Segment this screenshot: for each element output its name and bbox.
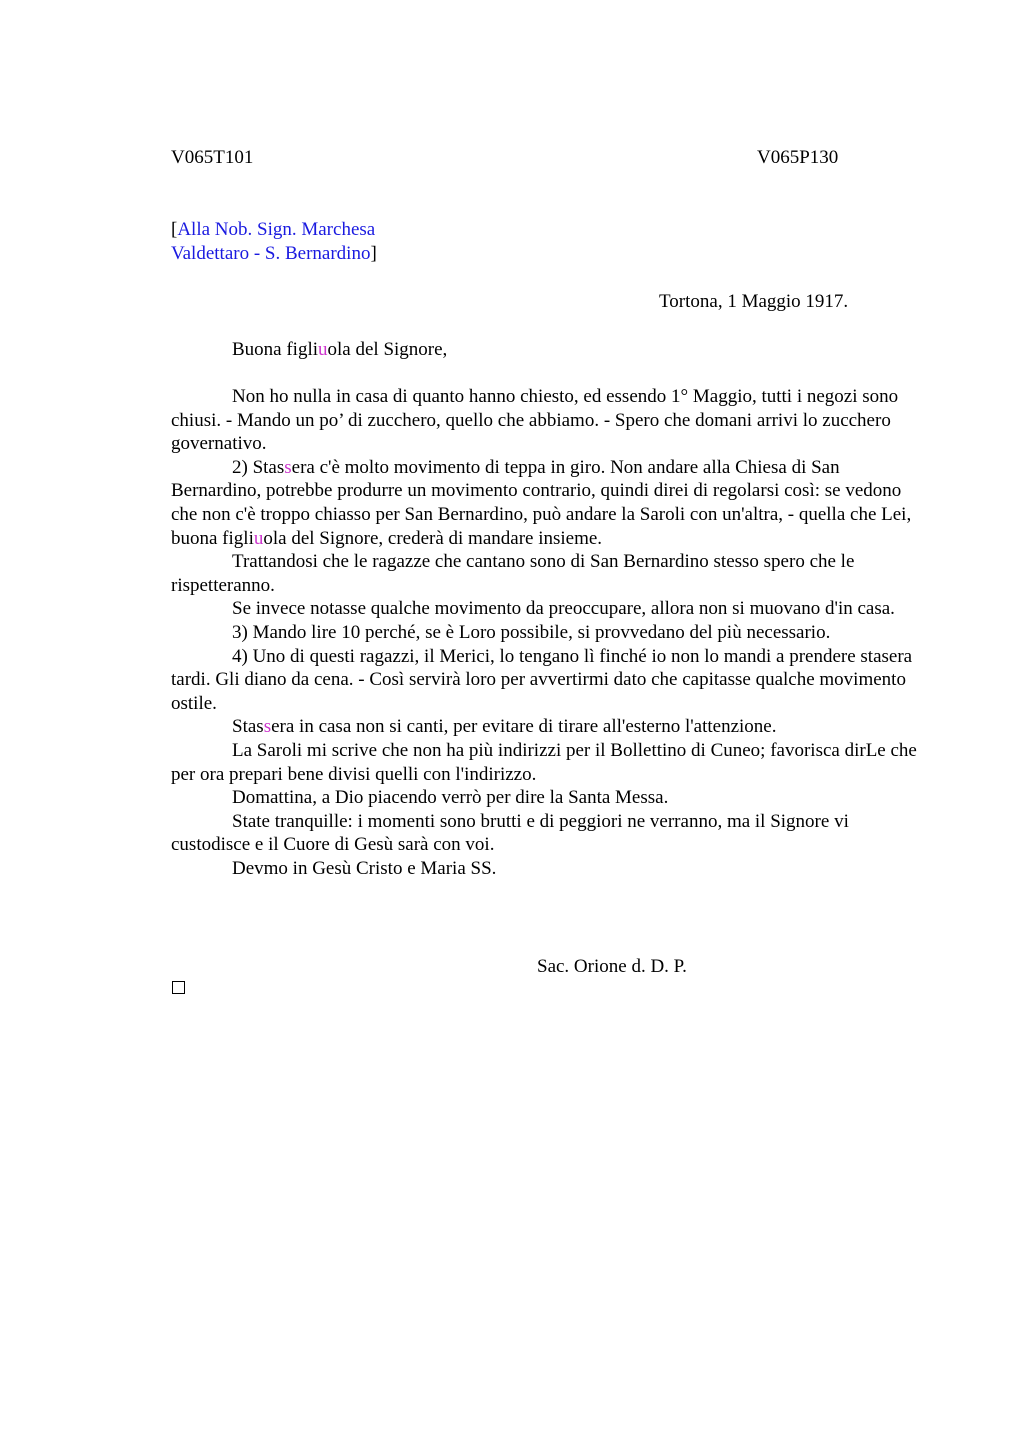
paragraph-1: Non ho nulla in casa di quanto hanno chiesto, ed essendo 1° Maggio, tutti i negozi sono chiusi. - Mando un po’ di zucchero, quello che abbiamo. - Spero che domani arrivi lo zucchero governativo. [171,386,899,455]
letter-dateline: Tortona, 1 Maggio 1917. [659,291,849,312]
letter-body [171,385,931,880]
paragraph-6: 4) Uno di questi ragazzi, il Merici, lo tengano lì finché io non lo mandi a prendere stasera tardi. Gli diano da cena. - Così servirà loro per avvertirmi dato che capitasse qualche movimento ostile. [171,645,913,714]
paragraph-2-part-b: era c'è molto movimento di teppa in giro. Non andare alla Chiesa di San Bernardino, potrebbe produrre un movimento contrario, quindi direi di regolarsi così: se vedono che non c'è troppo chiasso per San Bernardino, può andare la Saroli con un'altra, - quella che Lei, buona figli [171,456,912,549]
recipient-address [171,218,377,266]
paragraph-7-part-b: era in casa non si canti, per evitare di tirare all'esterno l'attenzione. [271,716,777,738]
paragraph-8: La Saroli mi scrive che non ha più indirizzi per il Bollettino di Cuneo; favorisca dirLe che per ora prepari bene divisi quelli con l'indirizzo. [171,739,917,785]
document-code-left: V065T101 [171,147,254,168]
recipient-close-bracket: ] [370,243,377,264]
letter-signature: Sac. Orione d. D. P. [537,956,687,977]
greeting-highlight: u [318,339,328,360]
recipient-open-bracket: [ [171,219,178,240]
paragraph-4: Se invece notasse qualche movimento da preoccupare, allora non si muovano d'in casa. [232,598,895,620]
document-code-right: V065P130 [757,147,839,168]
letter-greeting [232,338,447,362]
greeting-text-end: ola del Signore, [327,339,448,360]
paragraph-9: Domattina, a Dio piacendo verrò per dire la Santa Messa. [232,787,669,809]
empty-square-icon [172,981,185,994]
paragraph-5: 3) Mando lire 10 perché, se è Loro possibile, si provvedano del più necessario. [232,621,831,643]
paragraph-3: Trattandosi che le ragazze che cantano sono di San Bernardino stesso spero che le rispetteranno. [171,551,855,596]
paragraph-2-highlight-1: s [284,456,292,478]
paragraph-2 [171,456,931,550]
paragraph-2-part-a: 2) Stas [232,456,285,478]
paragraph-7-part-a: Stas [232,716,264,738]
paragraph-7 [171,715,931,739]
paragraph-2-highlight-2: u [253,527,264,549]
recipient-line-1: Alla Nob. Sign. Marchesa [177,219,376,240]
paragraph-10: State tranquille: i momenti sono brutti e di peggiori ne verranno, ma il Signore vi custodisce e il Cuore di Gesù sarà con voi. [171,810,849,856]
greeting-text-start: Buona figli [232,339,319,360]
paragraph-2-part-c: ola del Signore, crederà di mandare insieme. [263,527,603,549]
paragraph-7-highlight: s [263,716,272,738]
paragraph-11-closing: Devmo in Gesù Cristo e Maria SS. [232,857,497,879]
recipient-line-2: Valdettaro - S. Bernardino [171,243,371,264]
